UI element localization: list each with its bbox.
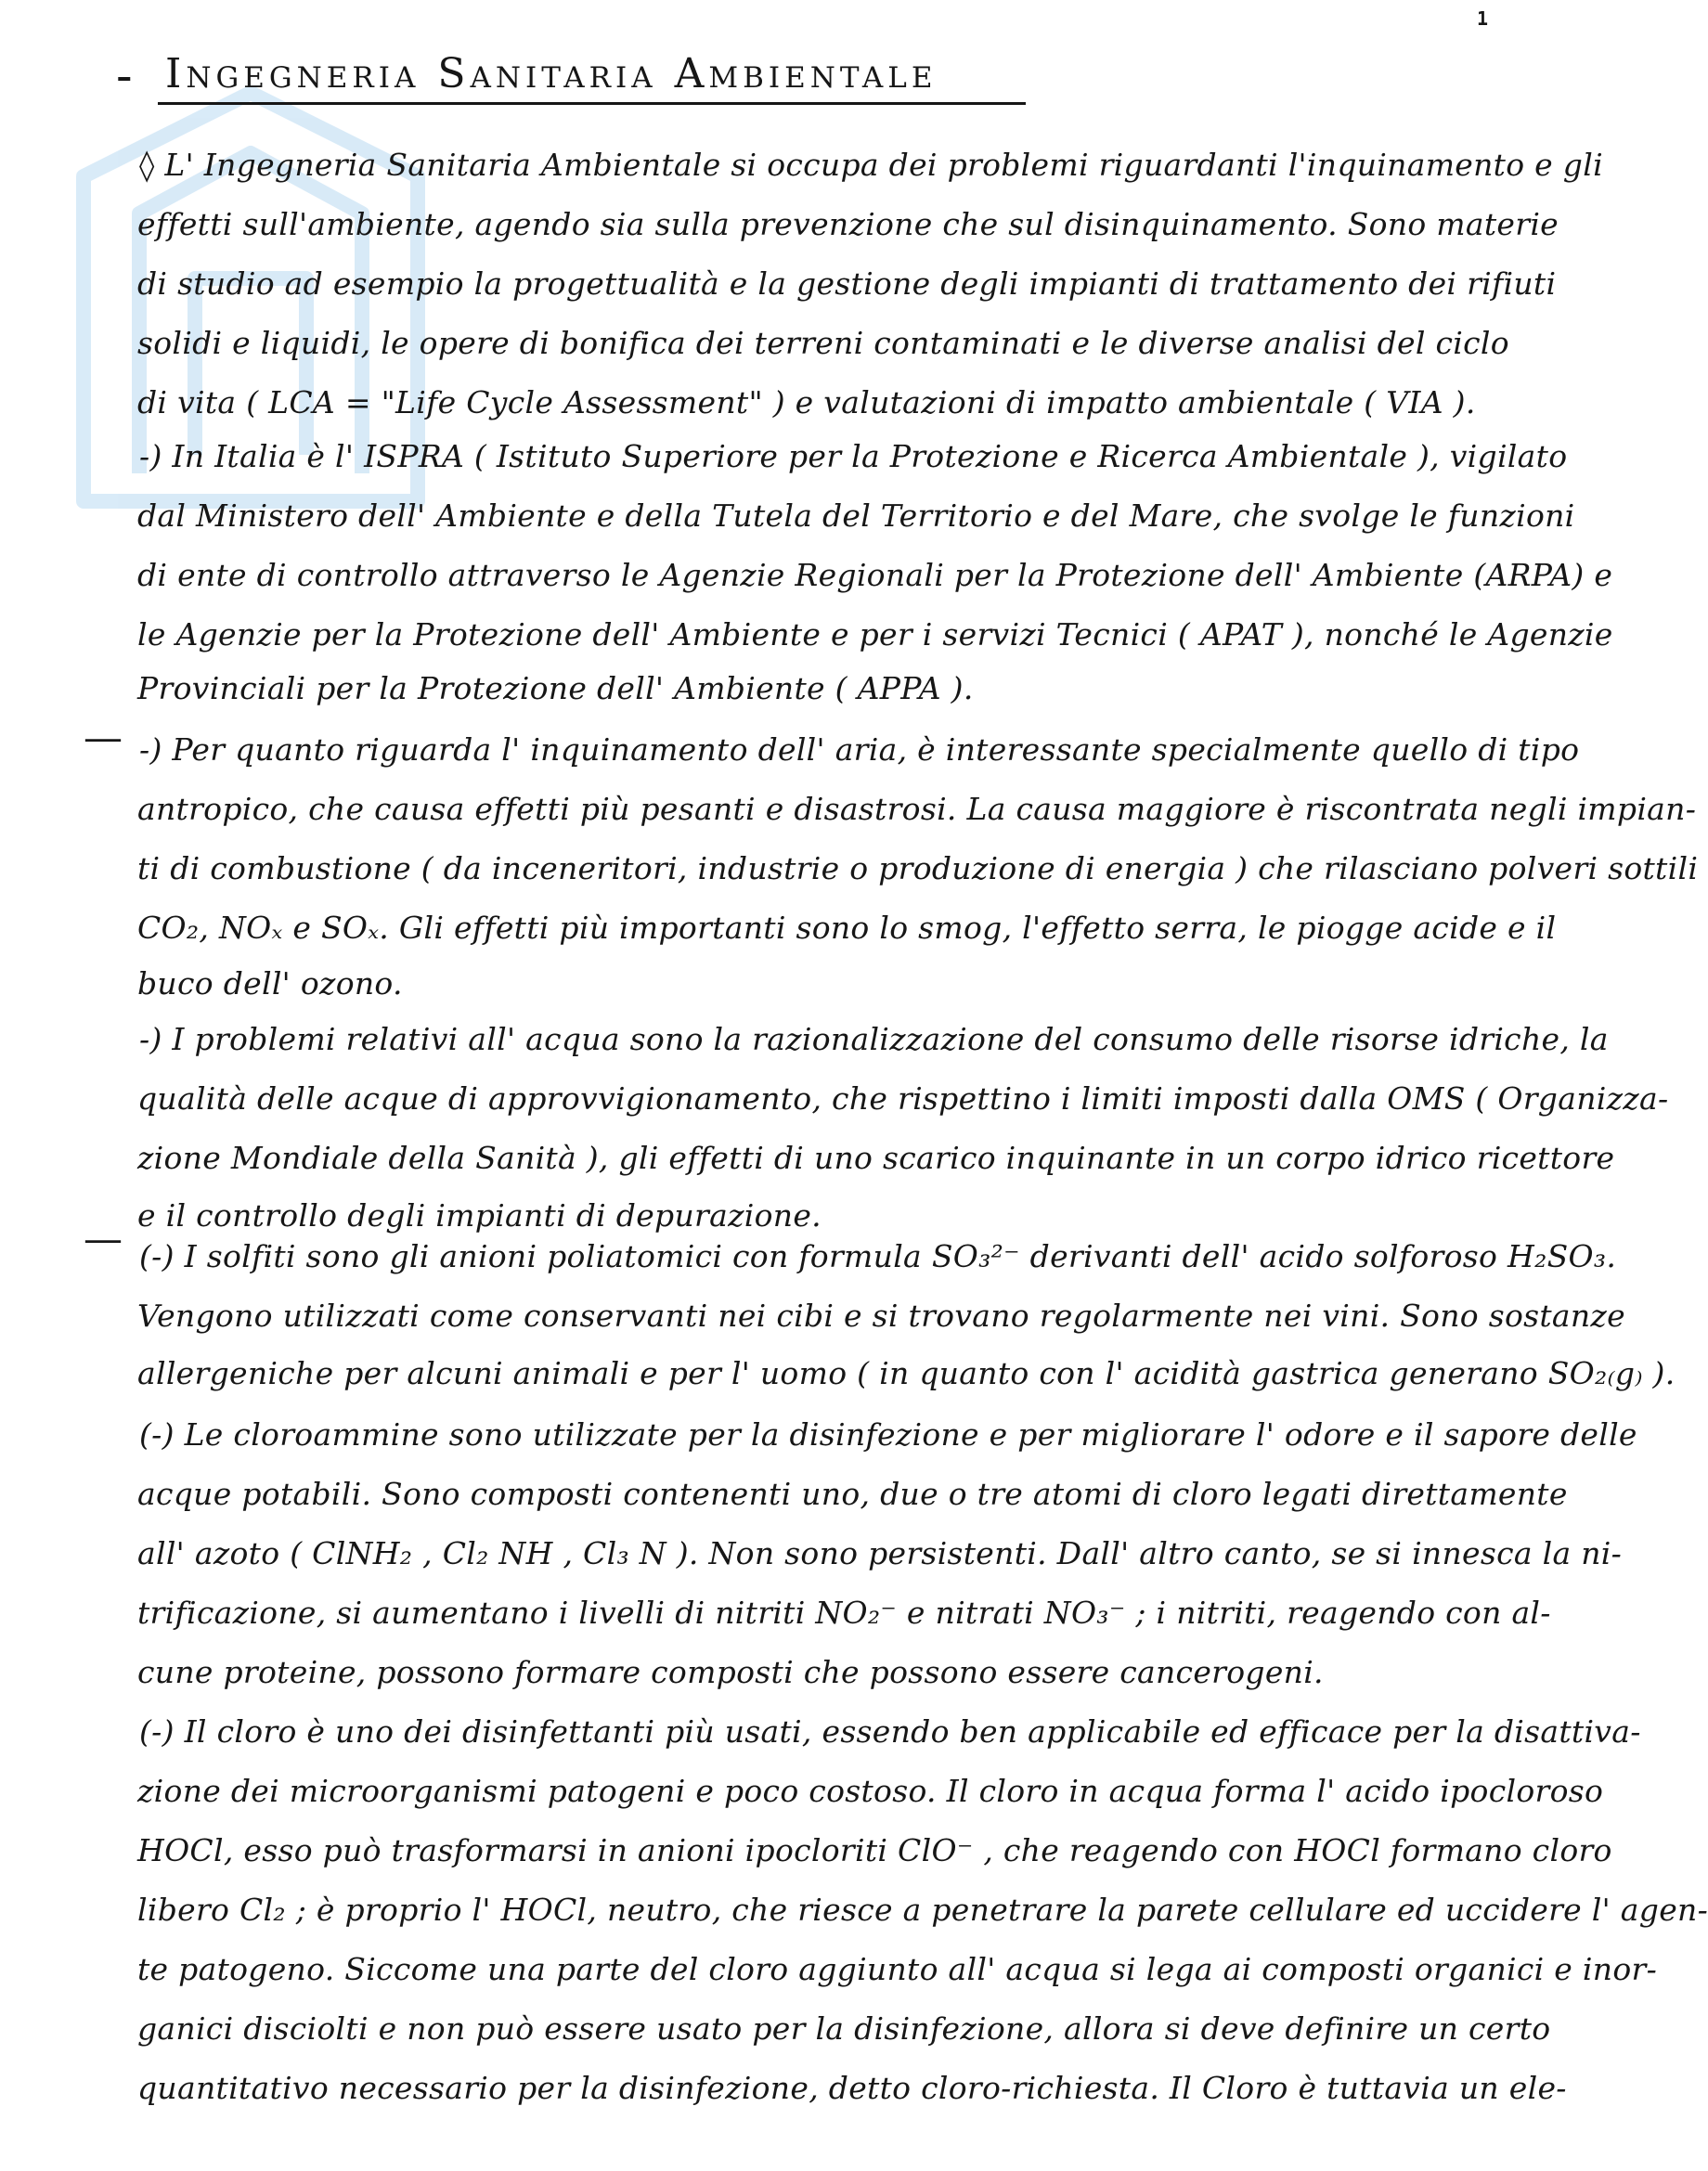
text-line: HOCl, esso può trasformarsi in anioni ipocloriti ClO⁻ , che reagendo con HOCl formano cloro (137, 1832, 1612, 1868)
title-dash: - (116, 48, 133, 104)
text-line: di ente di controllo attraverso le Agenzie Regionali per la Protezione dell' Ambiente (ARPA) e (137, 557, 1613, 593)
text-line: zione Mondiale della Sanità ), gli effetti di uno scarico inquinante in un corpo idrico ricettore (137, 1140, 1615, 1176)
text-line: e il controllo degli impianti di depurazione. (137, 1197, 822, 1234)
text-line: -) Per quanto riguarda l' inquinamento dell' aria, è interessante specialmente quello di tipo (139, 731, 1580, 768)
text-line: qualità delle acque di approvvigionamento, che rispettino i limiti imposti dalla OMS ( Organizza- (137, 1080, 1669, 1117)
text-line: (-) Le cloroammine sono utilizzate per la disinfezione e per migliorare l' odore e il sapore delle (139, 1416, 1637, 1453)
text-line: (-) Il cloro è uno dei disinfettanti più usati, essendo ben applicabile ed efficace per la disattiva- (139, 1713, 1641, 1750)
text-line: dal Ministero dell' Ambiente e della Tutela del Territorio e del Mare, che svolge le funzioni (137, 498, 1575, 534)
text-line: Provinciali per la Protezione dell' Ambiente ( APPA ). (137, 670, 974, 706)
text-line: -) In Italia è l' ISPRA ( Istituto Superiore per la Protezione e Ricerca Ambientale ), vigilato (139, 438, 1568, 474)
text-line: solidi e liquidi, le opere di bonifica dei terreni contaminati e le diverse analisi del ciclo (137, 325, 1509, 361)
text-line: buco dell' ozono. (137, 965, 403, 1002)
page-number: 1 (1476, 7, 1488, 30)
text-line: di studio ad esempio la progettualità e la gestione degli impianti di trattamento dei rifiuti (137, 265, 1557, 302)
text-line: antropico, che causa effetti più pesanti e disastrosi. La causa maggiore è riscontrata negli impian- (137, 791, 1697, 827)
text-line: ganici disciolti e non può essere usato per la disinfezione, allora si deve definire un certo (137, 2010, 1551, 2047)
text-line: te patogeno. Siccome una parte del cloro aggiunto all' acqua si lega ai composti organici e inor- (137, 1951, 1658, 1987)
margin-mark: — (84, 1216, 123, 1261)
text-line: ti di combustione ( da inceneritori, industrie o produzione di energia ) che rilasciano polveri sottili (137, 850, 1699, 886)
text-line: libero Cl₂ ; è proprio l' HOCl, neutro, che riesce a penetrare la parete cellulare ed uccidere l' agen- (137, 1892, 1708, 1928)
text-line: (-) I solfiti sono gli anioni poliatomici con formula SO₃²⁻ derivanti dell' acido solforoso H₂SO₃. (139, 1238, 1617, 1274)
text-line: allergeniche per alcuni animali e per l' uomo ( in quanto con l' acidità gastrica generano SO₂₍g₎ ). (137, 1355, 1676, 1391)
margin-mark: — (84, 715, 123, 760)
text-line: zione dei microorganismi patogeni e poco costoso. Il cloro in acqua forma l' acido ipocloroso (137, 1773, 1604, 1809)
text-line: di vita ( LCA = "Life Cycle Assessment" ) e valutazioni di impatto ambientale ( VIA ). (137, 384, 1476, 420)
text-line: ◊ L' Ingegneria Sanitaria Ambientale si occupa dei problemi riguardanti l'inquinamento e gli (139, 147, 1603, 183)
text-line: quantitativo necessario per la disinfezione, detto cloro-richiesta. Il Cloro è tuttavia un ele- (137, 2070, 1567, 2106)
text-line: cune proteine, possono formare composti che possono essere cancerogeni. (137, 1654, 1324, 1690)
text-line: Vengono utilizzati come conservanti nei cibi e si trovano regolarmente nei vini. Sono sostanze (137, 1298, 1625, 1334)
text-line: effetti sull'ambiente, agendo sia sulla prevenzione che sul disinquinamento. Sono materie (137, 206, 1559, 242)
text-line: acque potabili. Sono composti contenenti uno, due o tre atomi di cloro legati direttamente (137, 1476, 1568, 1512)
text-line: CO₂, NOₓ e SOₓ. Gli effetti più importanti sono lo smog, l'effetto serra, le piogge acide e il (137, 910, 1557, 946)
title-underline (158, 102, 1026, 105)
page-title: Ingegneria Sanitaria Ambientale (165, 50, 938, 97)
text-line: trificazione, si aumentano i livelli di nitriti NO₂⁻ e nitrati NO₃⁻ ; i nitriti, reagendo con al- (137, 1595, 1551, 1631)
text-line: -) I problemi relativi all' acqua sono la razionalizzazione del consumo delle risorse idriche, la (139, 1021, 1609, 1057)
text-line: le Agenzie per la Protezione dell' Ambiente e per i servizi Tecnici ( APAT ), nonché le Agenzie (137, 616, 1613, 653)
text-line: all' azoto ( ClNH₂ , Cl₂ NH , Cl₃ N ). Non sono persistenti. Dall' altro canto, se si innesca la ni- (137, 1535, 1623, 1571)
